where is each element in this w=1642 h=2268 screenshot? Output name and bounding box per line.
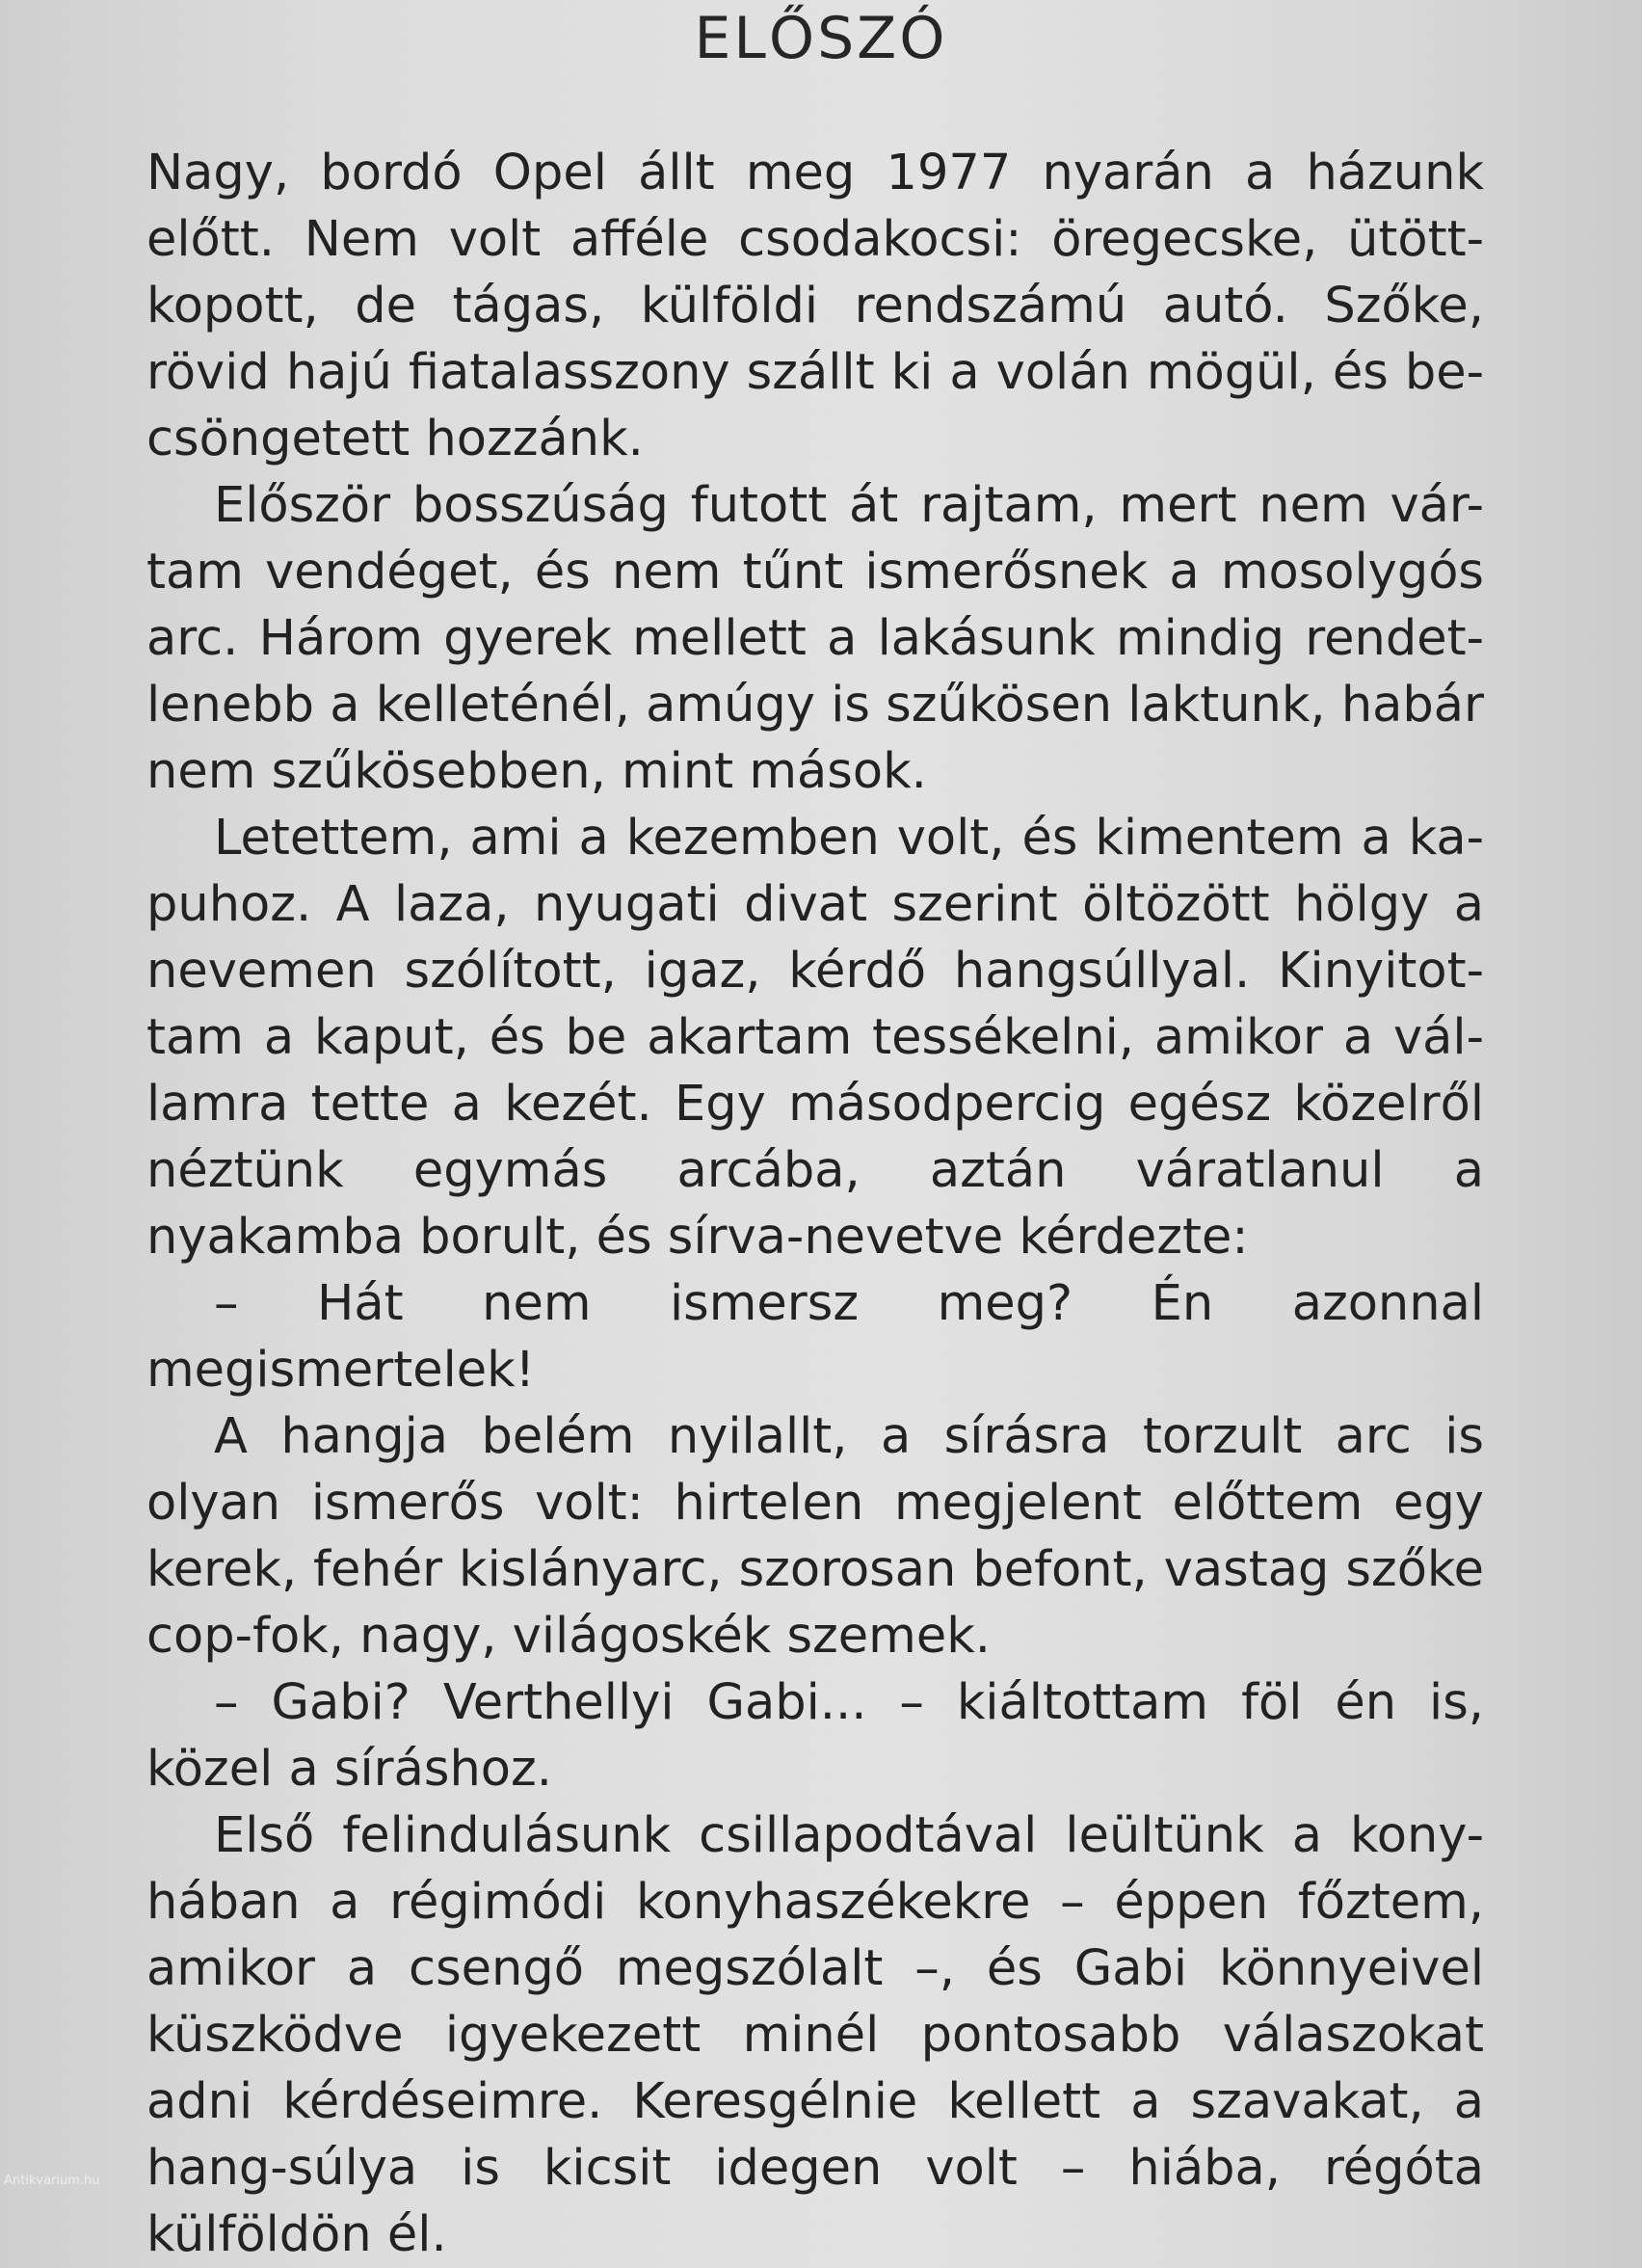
paragraph-2: Először bosszúság futott át rajtam, mert nem vár-tam vendéget, és nem tűnt ismerősnek a mosolygós arc. Három gyerek mellett a lakásunk mindig rendet-lenebb a kelleténél, amúgy is szűkösen laktunk, habár nem szűkösebben, mint mások. — [146, 477, 1484, 800]
body-text — [146, 140, 1484, 2268]
paragraph-6-dialogue: – Gabi? Verthellyi Gabi... – kiáltottam föl én is, közel a síráshoz. — [146, 1674, 1484, 1798]
paragraph-1: Nagy, bordó Opel állt meg 1977 nyarán a házunk előtt. Nem volt afféle csodakocsi: öregecske, ütött-kopott, de tágas, külföldi rendszámú autó. Szőke, rövid hajú fiatalasszony szállt ki a volán mögül, és be-csöngetett hozzánk. — [146, 145, 1484, 467]
paragraph-5: A hangja belém nyilallt, a sírásra torzult arc is olyan ismerős volt: hirtelen megjelent előttem egy kerek, fehér kislányarc, szorosan befont, vastag szőke cop-fok, nagy, világoskék szemek. — [146, 1408, 1484, 1665]
chapter-heading: ELŐSZÓ — [694, 5, 948, 72]
paragraph-7: Első felindulásunk csillapodtával leültünk a kony-hában a régimódi konyhaszékekre – éppen főztem, amikor a csengő megszólalt –, és Gabi könnyeivel küszködve igyekezett minél pontosabb válaszokat adni kérdéseimre. Keresgélnie kellett a szavakat, a hang-súlya is kicsit idegen volt – hiába, régóta külföldön él. — [146, 1807, 1484, 2263]
paragraph-3: Letettem, ami a kezemben volt, és kimentem a ka-puhoz. A laza, nyugati divat szerint öltözött hölgy a nevemen szólított, igaz, kérdő hangsúllyal. Kinyitot-tam a kaput, és be akartam tessékelni, amikor a vál-lamra tette a kezét. Egy másodpercig egész közelről néztünk egymás arcába, aztán váratlanul a nyakamba borult, és sírva-nevetve kérdezte: — [146, 810, 1484, 1266]
paragraph-4-dialogue: – Hát nem ismersz meg? Én azonnal megismertelek! — [146, 1275, 1484, 1399]
watermark: Antikvarium.hu — [4, 2174, 100, 2188]
